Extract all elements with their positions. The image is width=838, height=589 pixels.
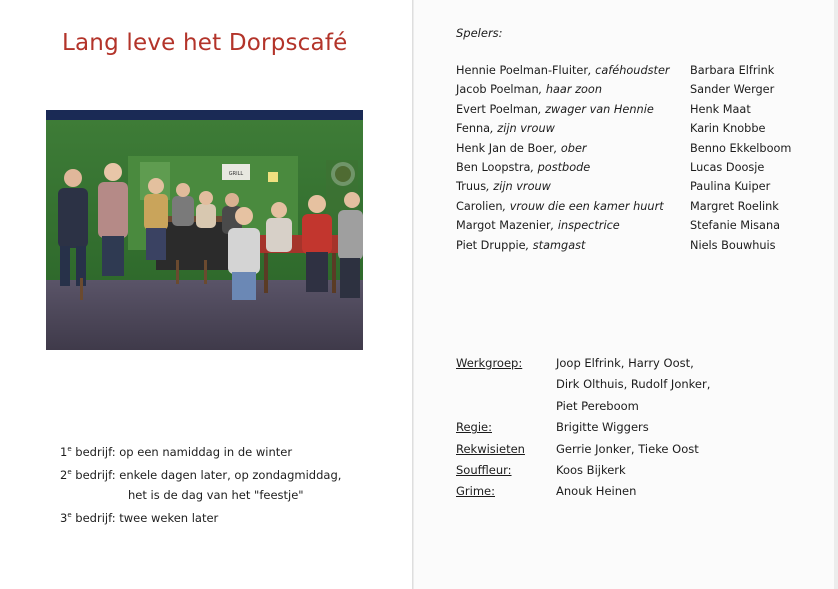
act-1 (60, 439, 341, 462)
actor-name: Paulina Kuiper (690, 180, 771, 194)
character-name: Margot Mazenier (456, 219, 551, 233)
cast-role (456, 142, 587, 155)
act-3 (60, 505, 341, 528)
character-description: , zwager van Hennie (537, 102, 654, 116)
right-page (414, 0, 838, 589)
cast-role (456, 64, 670, 77)
cast-photo-image (46, 110, 363, 350)
crew-members: Anouk Heinen (556, 484, 637, 499)
crew-members: Koos Bijkerk (556, 462, 626, 477)
act-3-text: bedrijf: twee weken later (75, 510, 219, 525)
actor-name: Margret Roelink (690, 199, 779, 213)
crew-members: Gerrie Jonker, Tieke Oost (556, 441, 699, 456)
left-page (0, 0, 412, 589)
act-3-number: 3 (60, 510, 68, 525)
spelers-heading: Spelers: (456, 26, 503, 40)
character-description: , vrouw die een kamer huurt (502, 199, 664, 213)
character-name: Fenna (456, 122, 491, 136)
actor-name: Barbara Elfrink (690, 64, 775, 77)
acts-list (60, 439, 341, 527)
cast-role (456, 239, 585, 252)
crew-members: Joop Elfrink, Harry Oost, (556, 356, 694, 370)
act-2 (60, 462, 341, 485)
crew-label: Regie: (456, 420, 492, 435)
character-description: , postbode (530, 160, 591, 174)
act-1-suffix: e (67, 445, 72, 453)
character-name: Truus (456, 180, 487, 194)
actor-name: Lucas Doosje (690, 160, 765, 174)
actor-name: Stefanie Misana (690, 219, 781, 233)
crew-members: Piet Pereboom (556, 398, 639, 413)
character-description: , caféhoudster (587, 64, 670, 77)
character-name: Carolien (456, 199, 503, 213)
cast-role (456, 103, 654, 116)
character-description: , zijn vrouw (486, 180, 551, 194)
character-description: , stamgast (525, 238, 586, 252)
cast-role (456, 200, 664, 213)
act-1-number: 1 (60, 444, 68, 459)
cast-role (456, 180, 551, 193)
act-3-suffix: e (67, 510, 72, 519)
character-name: Henk Jan de Boer (456, 141, 554, 155)
act-2-suffix: e (67, 467, 72, 476)
sign-grill: GRILL (228, 171, 244, 177)
cast-role (456, 161, 590, 174)
character-name: Evert Poelman (456, 102, 538, 116)
character-name: Ben Loopstra (456, 160, 531, 174)
actor-name: Benno Ekkelboom (690, 141, 792, 155)
actor-name: Niels Bouwhuis (690, 238, 776, 252)
act-2-number: 2 (60, 467, 68, 482)
crew-members: Dirk Olthuis, Rudolf Jonker, (556, 377, 711, 392)
act-2-text: bedrijf: enkele dagen later, op zondagmiddag, (75, 467, 342, 482)
character-description: , inspectrice (550, 219, 620, 233)
crew-label: Werkgroep: (456, 356, 523, 370)
act-2-continuation: het is de dag van het "feestje" (128, 487, 304, 502)
character-description: , ober (553, 141, 587, 155)
actor-name: Henk Maat (690, 102, 751, 116)
character-name: Piet Druppie (456, 238, 526, 252)
page-title: Lang leve het Dorpscafé (62, 30, 348, 56)
crew-label: Rekwisieten (456, 441, 525, 456)
character-description: , haar zoon (538, 83, 602, 97)
cast-role (456, 122, 555, 135)
crew-label: Grime: (456, 484, 495, 499)
character-name: Hennie Poelman-Fluiter (456, 64, 588, 77)
cast-role (456, 219, 620, 232)
act-1-text: bedrijf: op een namiddag in de winter (75, 444, 293, 459)
crew-label: Souffleur: (456, 462, 512, 477)
actor-name: Karin Knobbe (690, 122, 766, 136)
page-edge (834, 0, 838, 589)
character-name: Jacob Poelman (456, 83, 539, 97)
cast-role (456, 83, 602, 96)
crew-members: Brigitte Wiggers (556, 420, 649, 435)
character-description: , zijn vrouw (490, 122, 555, 136)
cast-photo (46, 110, 363, 350)
actor-name: Sander Werger (690, 83, 775, 97)
